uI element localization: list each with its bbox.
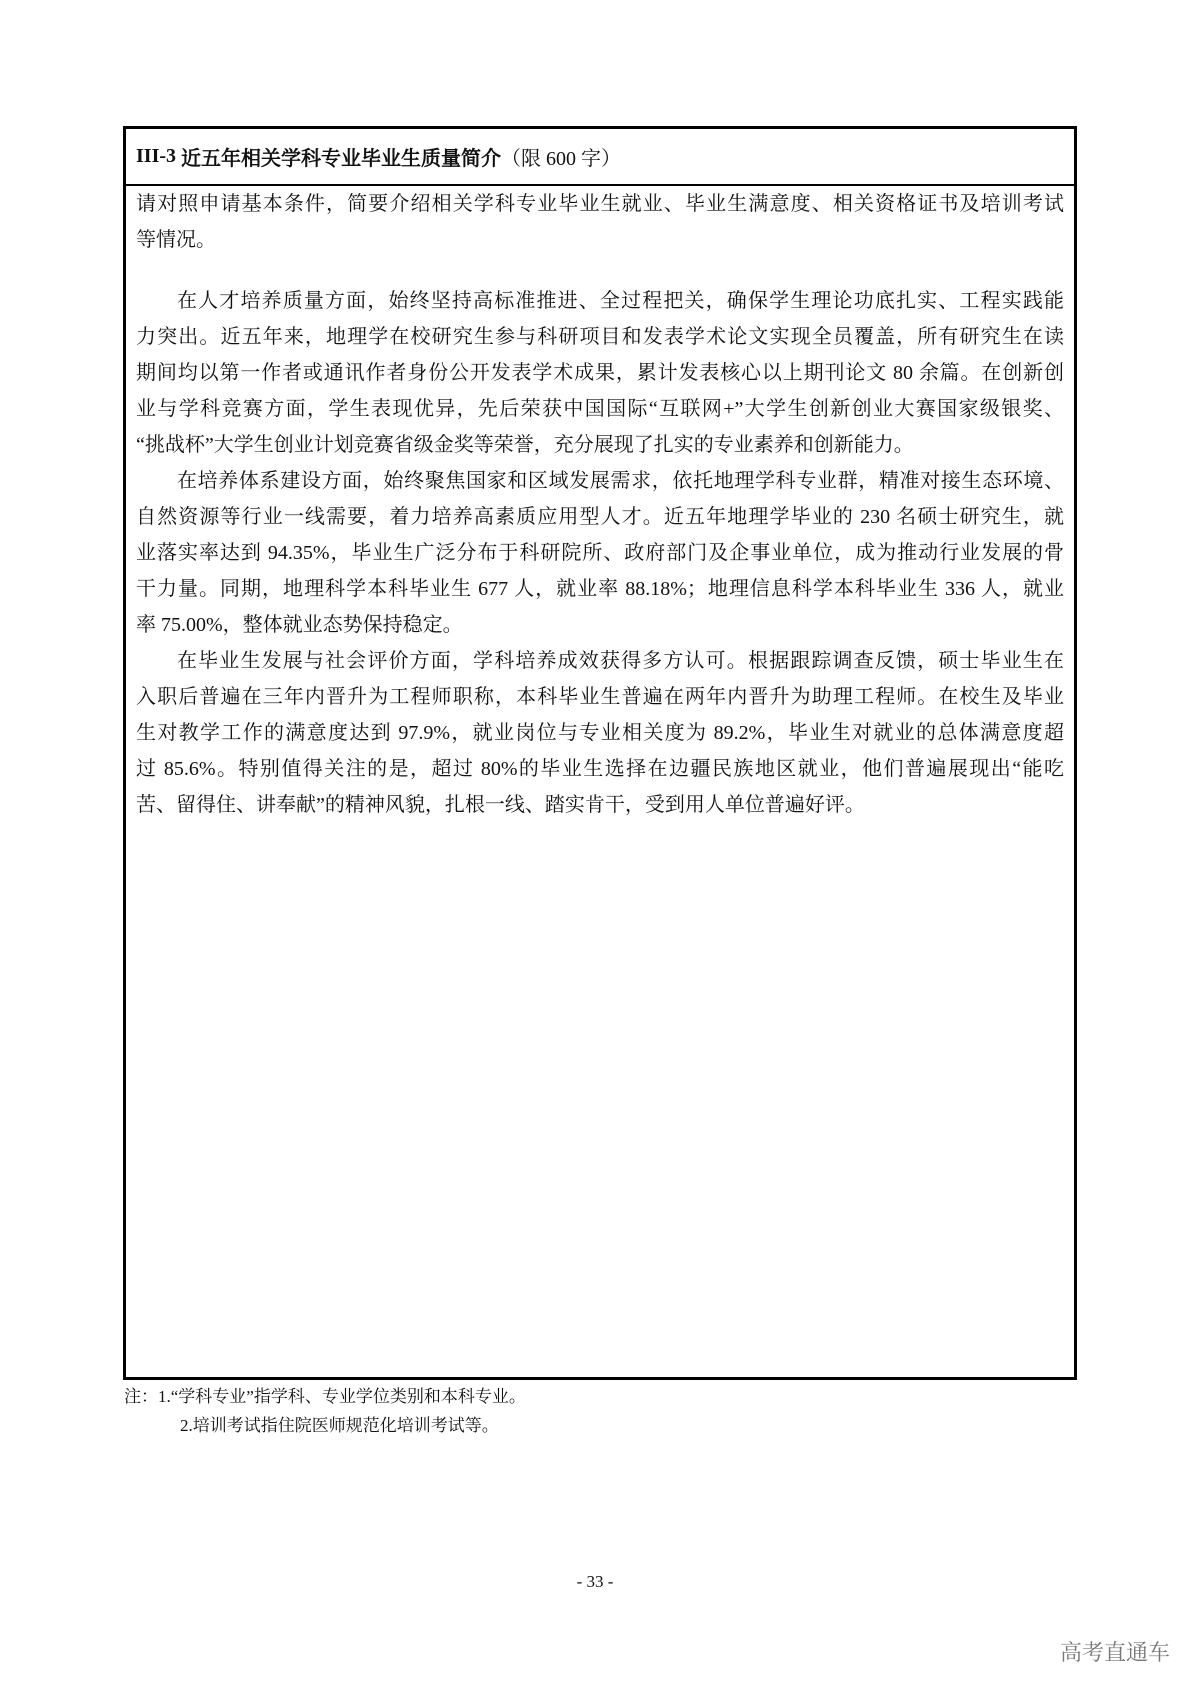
text-line: 率 75.00%，整体就业态势保持稳定。 [136, 614, 463, 636]
text-line: 在人才培养质量方面，始终坚持高标准推进、全过程把关，确保学生理论功底扎实、工程实践能 [177, 290, 1064, 312]
section-title: 近五年相关学科专业毕业生质量简介 [181, 148, 502, 170]
instruction-line: 请对照申请基本条件，简要介绍相关学科专业毕业生就业、毕业生满意度、相关资格证书及培训考试 [136, 193, 1064, 215]
text-line: “挑战杯”大学生创业计划竞赛省级金奖等荣誉，充分展现了扎实的专业素养和创新能力。 [136, 434, 914, 456]
footnote-1: 注：1.“学科专业”指学科、专业学位类别和本科专业。 [124, 1387, 526, 1406]
section-header [126, 129, 1074, 186]
section-code: III-3 [136, 145, 177, 167]
paragraph-training-system [136, 463, 1064, 643]
text-line: 生对教学工作的满意度达到 97.9%，就业岗位与专业相关度为 89.2%，毕业生对就业的总体满意度超 [136, 722, 1064, 744]
instruction-line: 等情况。 [136, 229, 216, 251]
paragraph-graduate-evaluation [136, 643, 1064, 823]
text-line: 苦、留得住、讲奉献”的精神风貌，扎根一线、踏实肯干，受到用人单位普遍好评。 [136, 794, 865, 816]
text-line: 在毕业生发展与社会评价方面，学科培养成效获得多方认可。根据跟踪调查反馈，硕士毕业生在 [177, 650, 1064, 672]
page-number: - 33 - [576, 1572, 614, 1591]
footnote-2: 2.培训考试指住院医师规范化培训考试等。 [180, 1416, 499, 1435]
section-body [126, 186, 1074, 823]
text-line: 在培养体系建设方面，始终聚焦国家和区域发展需求，依托地理学科专业群，精准对接生态环境、 [177, 470, 1064, 492]
section-limit: （限 600 字） [501, 148, 622, 170]
text-line: 入职后普遍在三年内晋升为工程师职称，本科毕业生普遍在两年内晋升为助理工程师。在校生及毕业 [136, 686, 1064, 708]
text-line: 业与学科竞赛方面，学生表现优异，先后荣获中国国际“互联网+”大学生创新创业大赛国家级银奖、 [136, 398, 1064, 420]
paragraph-talent-quality [136, 283, 1064, 463]
text-line: 期间均以第一作者或通讯作者身份公开发表学术成果，累计发表核心以上期刊论文 80 余篇。在创新创 [136, 362, 1064, 384]
text-line: 过 85.6%。特别值得关注的是，超过 80%的毕业生选择在边疆民族地区就业，他们普遍展现出“能吃 [136, 758, 1064, 780]
watermark: 高考直通车 [1059, 1641, 1170, 1666]
footnotes [124, 1382, 526, 1440]
text-line: 业落实率达到 94.35%，毕业生广泛分布于科研院所、政府部门及企事业单位，成为推动行业发展的骨 [136, 542, 1064, 564]
text-line: 力突出。近五年来，地理学在校研究生参与科研项目和发表学术论文实现全员覆盖，所有研究生在读 [136, 326, 1064, 348]
form-box [123, 126, 1077, 1380]
text-line: 干力量。同期，地理科学本科毕业生 677 人，就业率 88.18%；地理信息科学本科毕业生 336 人，就业 [136, 578, 1064, 600]
text-line: 自然资源等行业一线需要，着力培养高素质应用型人才。近五年地理学毕业的 230 名硕士研究生，就 [136, 506, 1064, 528]
